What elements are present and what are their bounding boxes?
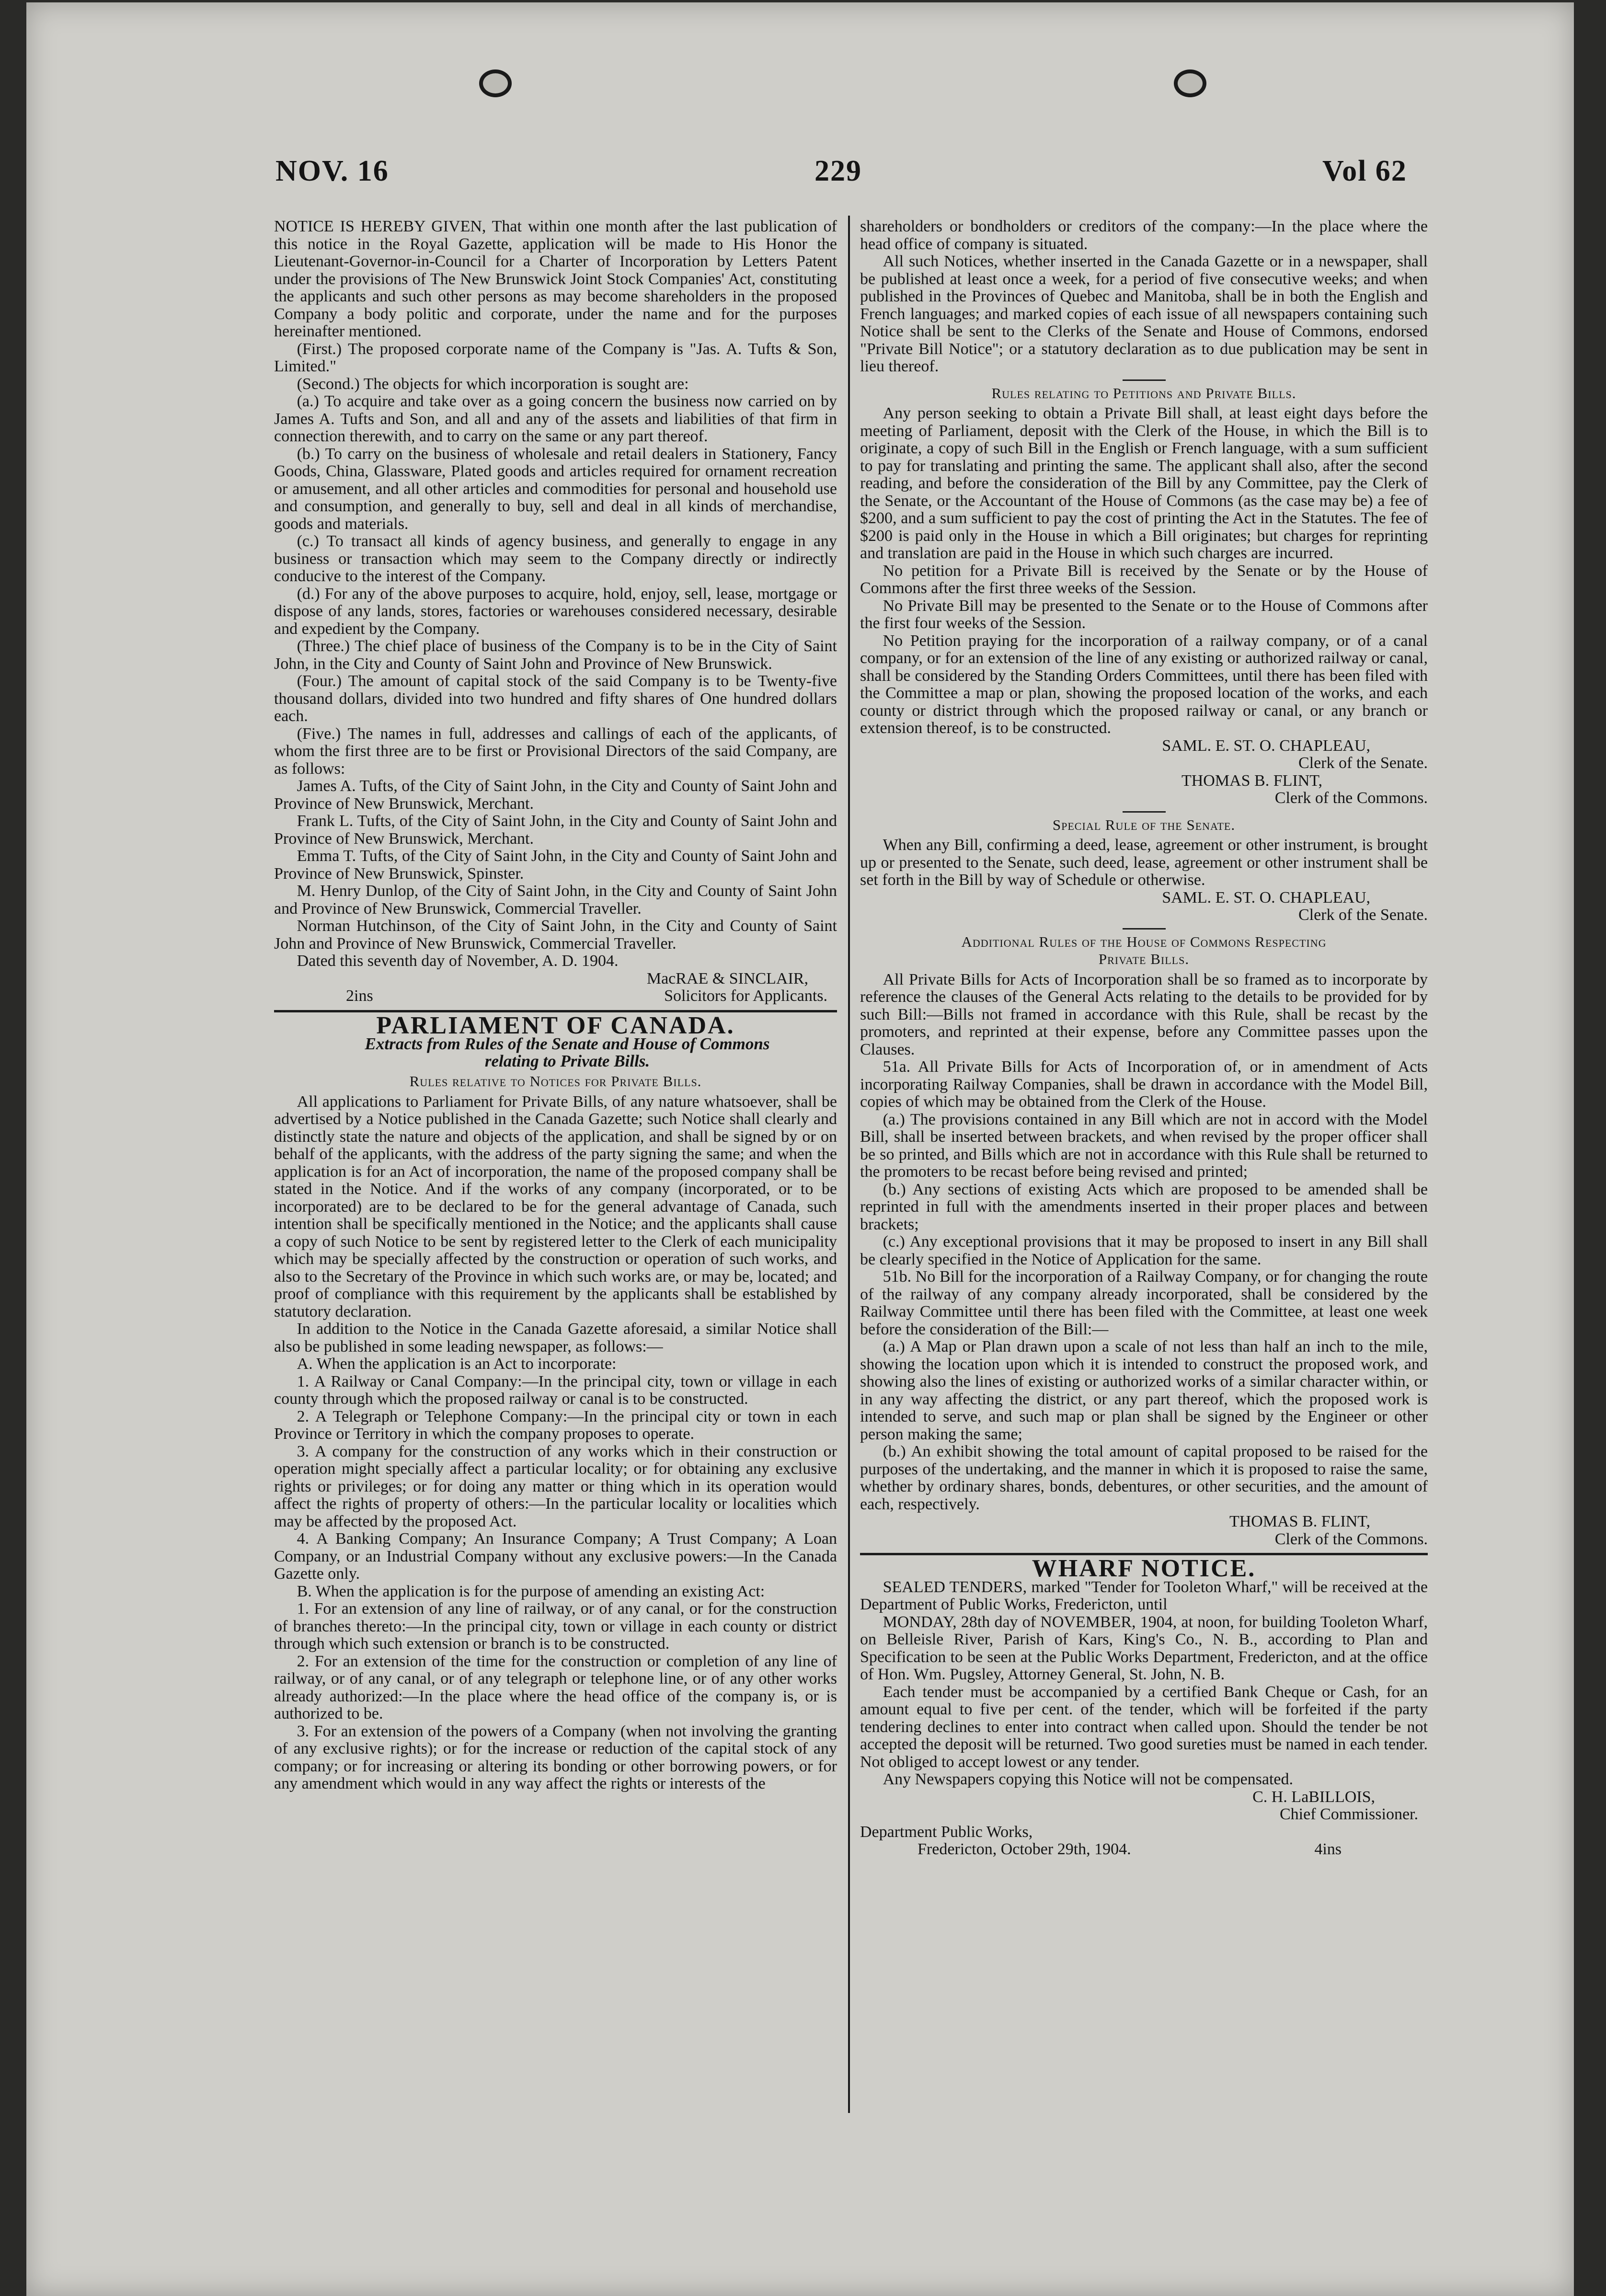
notice-paragraph: (Five.) The names in full, addresses and callings of each of the applicants, of whom the first three are to be first or Provisional Directors of the said Company, are as follows: [274,724,837,778]
right-column [860,218,1428,2111]
notice-paragraph: (Second.) The objects for which incorporation is sought are: [297,375,689,393]
parliament-subtitle: relating to Private Bills. [484,1052,650,1070]
additional-rules-heading: Additional Rules of the House of Commons Respecting [961,933,1327,950]
notices-paragraph: All such Notices, whether inserted in the Canada Gazette or in a newspaper, shall be published at least once a week, for a period of five consecutive weeks; and when published in the Provinces of Quebec and Manitoba, shall be in both the English and French languages; and marked copies of each issue of all newspapers containing such Notice shall be sent to the Clerks of the Senate and House of Commons, endorsed "Private Bill Notice"; or a statutory declaration as to due publication may be sent in lieu thereof. [860,253,1428,375]
department-date: Fredericton, October 29th, 1904. [918,1840,1131,1858]
chapleau-signature: SAML. E. ST. O. CHAPLEAU, [1162,736,1370,755]
additional-rules-paragraph: 51a. All Private Bills for Acts of Incorporation of, or in amendment of Acts incorporating Railway Companies, shall be drawn in accordance with the Model Bill, copies of which may be obtained from the Clerk of the House. [860,1058,1428,1111]
additional-rules-paragraph: (a.) The provisions contained in any Bill which are not in accord with the Model Bill, shall be inserted between brackets, and when revised by the proper officer shall be so printed, and Bills which are not in accordance with this Rule shall be returned to the promoters to be recast before being revised and printed; [860,1110,1428,1181]
rules-heading: Rules relative to Notices for Private Bills. [409,1073,702,1090]
wharf-footer [860,1841,1428,1859]
commons-clerk-title: Clerk of the Commons. [1274,1530,1428,1548]
rules-paragraph: 2. For an extension of the time for the construction or completion of any line of railway, or of any canal, or of any telegraph or telephone line, or of any other works already authorized:—In the place where the head office of the company is, or is authorized to be. [274,1652,837,1722]
notice-paragraph: (First.) The proposed corporate name of the Company is "Jas. A. Tufts & Son, Limited." [274,340,837,375]
wharf-paragraph: MONDAY, 28th day of NOVEMBER, 1904, at noon, for building Tooleton Wharf, on Belleisle River, Parish of Kars, King's Co., N. B., according to Plan and Specification to be seen at the Public Works Department, Fredericton, and at the office of Hon. Wm. Pugsley, Attorney General, St. John, N. B. [860,1613,1428,1683]
additional-rules-paragraph: All Private Bills for Acts of Incorporation shall be so framed as to incorporate by reference the clauses of the General Acts relating to the details to be provided for by such Bill:—Bills not framed in accordance with this Rule, shall be recast by the promoters, and reprinted at their expense, before any Committee passes upon the Clauses. [860,970,1428,1058]
petitions-heading: Rules relating to Petitions and Private Bills. [991,384,1296,402]
wharf-paragraph: SEALED TENDERS, marked "Tender for Tooleton Wharf," will be received at the Department of Public Works, Fredericton, until [860,1578,1428,1613]
binding-hole [1174,69,1206,97]
notice-paragraph: James A. Tufts, of the City of Saint John, in the City and County of Saint John and Province of New Brunswick, Merchant. [274,777,837,813]
additional-rules-paragraph: (c.) Any exceptional provisions that it may be proposed to insert in any Bill shall be clearly specified in the Notice of Application for the same. [860,1233,1428,1268]
rules-paragraph: 1. For an extension of any line of railway, or of any canal, or for the construction of branches thereto:—In the principal city, town or village in each county or district through which such extension or branch is to be constructed. [274,1600,837,1653]
rules-paragraph: 4. A Banking Company; An Insurance Company; A Trust Company; A Loan Company, or an Industrial Company without any exclusive powers:—In the Canada Gazette only. [274,1530,837,1583]
notice-paragraph: (b.) To carry on the business of wholesale and retail dealers in Stationery, Fancy Goods, China, Glassware, Plated goods and articles required for ornament recreation or amusement, and all other articles and commodities for personal and household use and consumption, and generally to buy, sell and deal in all kinds of merchandise, goods and materials. [274,445,837,533]
petitions-paragraph: No Private Bill may be presented to the Senate or to the House of Commons after the first four weeks of the Session. [860,597,1428,632]
parliament-title: PARLIAMENT OF CANADA. [376,1011,735,1039]
department-label: Department Public Works, [860,1823,1033,1841]
insertion-count: 4ins [1314,1840,1342,1858]
commons-clerk-title: Clerk of the Commons. [1274,789,1428,807]
rules-continuation: shareholders or bondholders or creditors of the company:—In the place where the head office of company is situated. [860,218,1428,253]
notice-paragraph: Frank L. Tufts, of the City of Saint John, in the City and County of Saint John and Province of New Brunswick, Merchant. [274,812,837,848]
section-rule [1123,379,1166,381]
rules-paragraph: 3. A company for the construction of any works which in their construction or operation might specially affect a particular locality; or for obtaining any exclusive rights or privileges; or for doing any matter or thing which in its operation would affect the rights of property of others:—In the particular locality or localities which may be affected by the proposed Act. [274,1442,837,1530]
senate-clerk-title: Clerk of the Senate. [1298,754,1428,772]
notice-paragraph: Emma T. Tufts, of the City of Saint John, in the City and County of Saint John and Province of New Brunswick, Spinster. [274,847,837,883]
rules-paragraph: 1. A Railway or Canal Company:—In the principal city, town or village in each county through which the proposed railway or canal is to be constructed. [274,1372,837,1408]
binding-hole [479,69,512,97]
notice-footer [274,987,837,1005]
commissioner-title: Chief Commissioner. [1280,1805,1418,1823]
rules-paragraph: B. When the application is for the purpose of amending an existing Act: [297,1582,765,1600]
notice-paragraph: NOTICE IS HEREBY GIVEN, That within one month after the last publication of this notice in the Royal Gazette, application will be made to His Honor the Lieutenant-Governor-in-Council for a Charter of Incorporation by Letters Patent under the provisions of The New Brunswick Joint Stock Companies' Act, constituting the applicants and such other persons as may become shareholders in the proposed Company a body politic and corporate, under the name and for the purposes hereinafter mentioned. [274,218,837,340]
notice-paragraph: M. Henry Dunlop, of the City of Saint John, in the City and County of Saint John and Province of New Brunswick, Commercial Traveller. [274,882,837,918]
chapleau-signature: SAML. E. ST. O. CHAPLEAU, [1162,888,1370,907]
additional-rules-paragraph: (b.) An exhibit showing the total amount of capital proposed to be raised for the purposes of the undertaking, and the manner in which it is proposed to raise the same, whether by ordinary shares, bonds, debentures, or other securities, and the amount of each, respectively. [860,1443,1428,1513]
rules-paragraph: All applications to Parliament for Private Bills, of any nature whatsoever, shall be advertised by a Notice published in the Canada Gazette; such Notice shall clearly and distinctly state the nature and objects of the application, and shall be signed by or on behalf of the applicants, with the address of the party signing the same; and when the application is for an Act of incorporation, the name of the proposed company shall be stated in the Notice. And if the works of any company (incorporated, or to be incorporated) are to be declared to be for the general advantage of Canada, such intention shall be specifically mentioned in the Notice; and the applicants shall cause a copy of such Notice to be sent by registered letter to the Clerk of each municipality which may be specially affected by the construction or operation of such works, and also to the Secretary of the Province in which such works are, or may be, located; and proof of compliance with this requirement by the applicants shall be established by statutory declaration. [274,1092,837,1320]
additional-rules-paragraph: (a.) A Map or Plan drawn upon a scale of not less than half an inch to the mile, showing the location upon which it is intended to construct the proposed work, and showing also the lines of existing or authorized works of a similar character within, or in any way affecting the district, or any part thereof, which the proposed work is intended to serve, and such map or plan shall be signed by the Engineer or other person making the same; [860,1338,1428,1443]
wharf-paragraph: Each tender must be accompanied by a certified Bank Cheque or Cash, for an amount equal to five per cent. of the tender, which will be forfeited if the party tendering declines to enter into contract when called upon. Should the tender be not accepted the deposit will be returned. Two good sureties must be named in each tender. Not obliged to accept lowest or any tender. [860,1683,1428,1771]
notice-paragraph: (c.) To transact all kinds of agency business, and generally to engage in any business or transaction which may seem to the Company directly or indirectly conducive to the interest of the Company. [274,532,837,585]
petitions-paragraph: Any person seeking to obtain a Private Bill shall, at least eight days before the meeting of Parliament, deposit with the Clerk of the House, in which the Bill is to originate, a copy of such Bill in the English or French language, with a sum sufficient to pay for translating and printing the same. The applicant shall also, after the second reading, and before the consideration of the Bill by any Committee, pay the Clerk of the Senate, or the Accountant of the House of Commons (as the case may be) a fee of $200, and a sum sufficient to pay the cost of printing the Act in the Statutes. The fee of $200 is paid only in the House in which a Bill originates; but charges for reprinting and translation are paid in the House in which such charges are incurred. [860,404,1428,562]
special-rule-heading: Special Rule of the Senate. [1052,816,1236,833]
section-rule [1123,928,1166,930]
rules-paragraph: 2. A Telegraph or Telephone Company:—In the principal city or town in each Province or Territory in which the company proposes to operate. [274,1407,837,1443]
rules-paragraph: A. When the application is an Act to incorporate: [297,1355,617,1373]
petitions-paragraph: No petition for a Private Bill is received by the Senate or by the House of Commons after the first three weeks of the Session. [860,562,1428,597]
column-divider [848,216,850,2113]
labillois-signature: C. H. LaBILLOIS, [1252,1788,1375,1806]
notice-paragraph: (Four.) The amount of capital stock of the said Company is to be Twenty-five thousand dollars, divided into two hundred and fifty shares of One hundred dollars each. [274,672,837,725]
additional-rules-paragraph: 51b. No Bill for the incorporation of a Railway Company, or for changing the route of the railway of any company already incorporated, shall be considered by the Railway Committee until there has been filed with the Committee, at least one week before the consideration of the Bill:— [860,1268,1428,1338]
flint-signature: THOMAS B. FLINT, [1181,771,1322,790]
left-column [274,218,837,2111]
parliament-subtitle: Extracts from Rules of the Senate and House of Commons [365,1034,770,1053]
section-rule [1123,811,1166,813]
additional-rules-paragraph: (b.) Any sections of existing Acts which are proposed to be amended shall be reprinted in full with the amendments inserted in their proper places and between brackets; [860,1180,1428,1233]
wharf-paragraph: Any Newspapers copying this Notice will not be compensated. [883,1770,1294,1788]
solicitors-label: Solicitors for Applicants. [664,987,827,1005]
special-rule-paragraph: When any Bill, confirming a deed, lease, agreement or other instrument, is brought up or presented to the Senate, such deed, lease, agreement or other instrument shall be set forth in the Bill by way of Schedule or otherwise. [860,836,1428,889]
wharf-notice-title: WHARF NOTICE. [1032,1555,1256,1582]
notice-paragraph: Norman Hutchinson, of the City of Saint John, in the City and County of Saint John and Province of New Brunswick, Commercial Traveller. [274,917,837,953]
notice-signature: MacRAE & SINCLAIR, [646,969,808,987]
volume-label: Vol 62 [1322,155,1407,187]
senate-clerk-title: Clerk of the Senate. [1298,906,1428,924]
insertion-count: 2ins [346,987,373,1005]
header-date: NOV. 16 [275,155,389,187]
flint-signature: THOMAS B. FLINT, [1229,1513,1370,1530]
notice-paragraph: (a.) To acquire and take over as a going concern the business now carried on by James A. Tufts and Son, and all and any of the assets and liabilities of that firm in connection therewith, and to carry on the same or any part thereof. [274,392,837,445]
rules-paragraph: In addition to the Notice in the Canada Gazette aforesaid, a similar Notice shall also be published in some leading newspaper, as follows:— [274,1320,837,1355]
additional-rules-heading: Private Bills. [1098,951,1190,967]
page-number: 229 [814,155,862,187]
notice-paragraph: Dated this seventh day of November, A. D. 1904. [297,952,619,970]
notice-paragraph: (d.) For any of the above purposes to acquire, hold, enjoy, sell, lease, mortgage or dispose of any lands, stores, factories or warehouses considered necessary, desirable and expedient by the Company. [274,585,837,638]
notice-paragraph: (Three.) The chief place of business of the Company is to be in the City of Saint John, in the City and County of Saint John and Province of New Brunswick. [274,637,837,673]
rules-paragraph: 3. For an extension of the powers of a Company (when not involving the granting of any exclusive rights); or for the increase or reduction of the capital stock of any company; or for increasing or altering its bonding or other borrowing powers, or for any amendment which would in any way affect the rights or interests of the [274,1722,837,1792]
petitions-paragraph: No Petition praying for the incorporation of a railway company, or of a canal company, or for an extension of the line of any existing or authorized railway or canal, shall be considered by the Standing Orders Committees, until there has been filed with the Committee a map or plan, showing the proposed location of the works, and each county or district through which the proposed railway or canal, or any branch or extension thereof, is to be constructed. [860,631,1428,737]
